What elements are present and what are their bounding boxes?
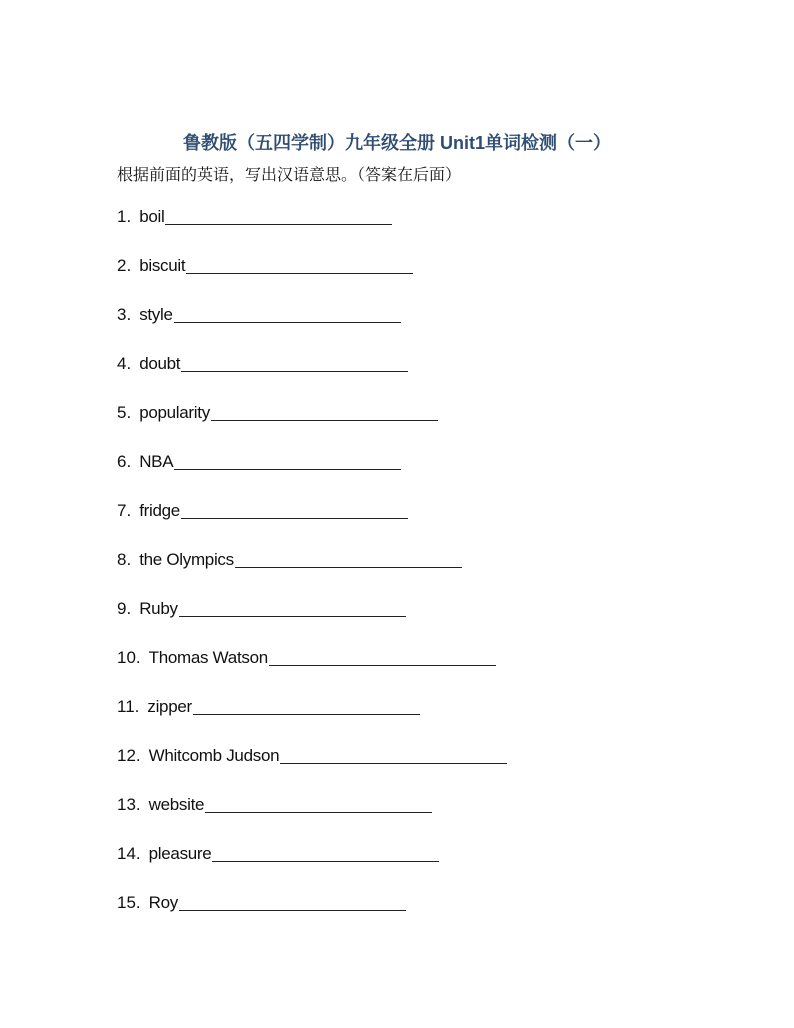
- vocabulary-list: [117, 204, 507, 939]
- instruction-text: 根据前面的英语，写出汉语意思。（答案在后面）: [117, 167, 462, 184]
- list-item: [117, 400, 507, 449]
- item-word: fridge: [139, 501, 180, 520]
- list-item: [117, 498, 507, 547]
- answer-blank: [179, 890, 406, 911]
- answer-blank: [165, 204, 392, 225]
- item-word: Ruby: [139, 599, 178, 618]
- answer-blank: [211, 400, 438, 421]
- list-item: [117, 253, 507, 302]
- list-item: [117, 694, 507, 743]
- answer-blank: [235, 547, 462, 568]
- answer-blank: [205, 792, 432, 813]
- item-number: 11.: [117, 697, 140, 716]
- item-number: 2.: [117, 256, 132, 275]
- item-number: 13.: [117, 795, 141, 814]
- item-number: 3.: [117, 305, 132, 324]
- answer-blank: [186, 253, 413, 274]
- item-word: Thomas Watson: [148, 648, 268, 667]
- list-item: [117, 204, 507, 253]
- list-item: [117, 302, 507, 351]
- item-word: Roy: [148, 893, 178, 912]
- list-item: [117, 743, 507, 792]
- item-word: style: [139, 305, 173, 324]
- answer-blank: [181, 351, 408, 372]
- answer-blank: [179, 596, 406, 617]
- answer-blank: [212, 841, 439, 862]
- item-number: 9.: [117, 599, 132, 618]
- list-item: [117, 792, 507, 841]
- item-word: the Olympics: [139, 550, 234, 569]
- list-item: [117, 645, 507, 694]
- item-word: doubt: [139, 354, 181, 373]
- item-word: Whitcomb Judson: [148, 746, 280, 765]
- item-number: 10.: [117, 648, 141, 667]
- worksheet-title: 鲁教版（五四学制）九年级全册 Unit1单词检测（一）: [183, 133, 611, 153]
- list-item: [117, 596, 507, 645]
- item-word: pleasure: [148, 844, 212, 863]
- item-number: 12.: [117, 746, 141, 765]
- list-item: [117, 547, 507, 596]
- answer-blank: [174, 449, 401, 470]
- item-number: 4.: [117, 354, 132, 373]
- answer-blank: [181, 498, 408, 519]
- item-number: 6.: [117, 452, 132, 471]
- answer-blank: [193, 694, 420, 715]
- list-item: [117, 449, 507, 498]
- item-word: website: [148, 795, 205, 814]
- item-number: 14.: [117, 844, 141, 863]
- item-number: 8.: [117, 550, 132, 569]
- item-number: 7.: [117, 501, 132, 520]
- answer-blank: [280, 743, 507, 764]
- answer-blank: [174, 302, 401, 323]
- item-number: 1.: [117, 207, 132, 226]
- list-item: [117, 351, 507, 400]
- item-word: NBA: [139, 452, 174, 471]
- item-word: zipper: [147, 697, 192, 716]
- answer-blank: [269, 645, 496, 666]
- item-word: boil: [139, 207, 165, 226]
- item-number: 15.: [117, 893, 141, 912]
- item-number: 5.: [117, 403, 132, 422]
- item-word: popularity: [139, 403, 210, 422]
- list-item: [117, 841, 507, 890]
- list-item: [117, 890, 507, 939]
- item-word: biscuit: [139, 256, 186, 275]
